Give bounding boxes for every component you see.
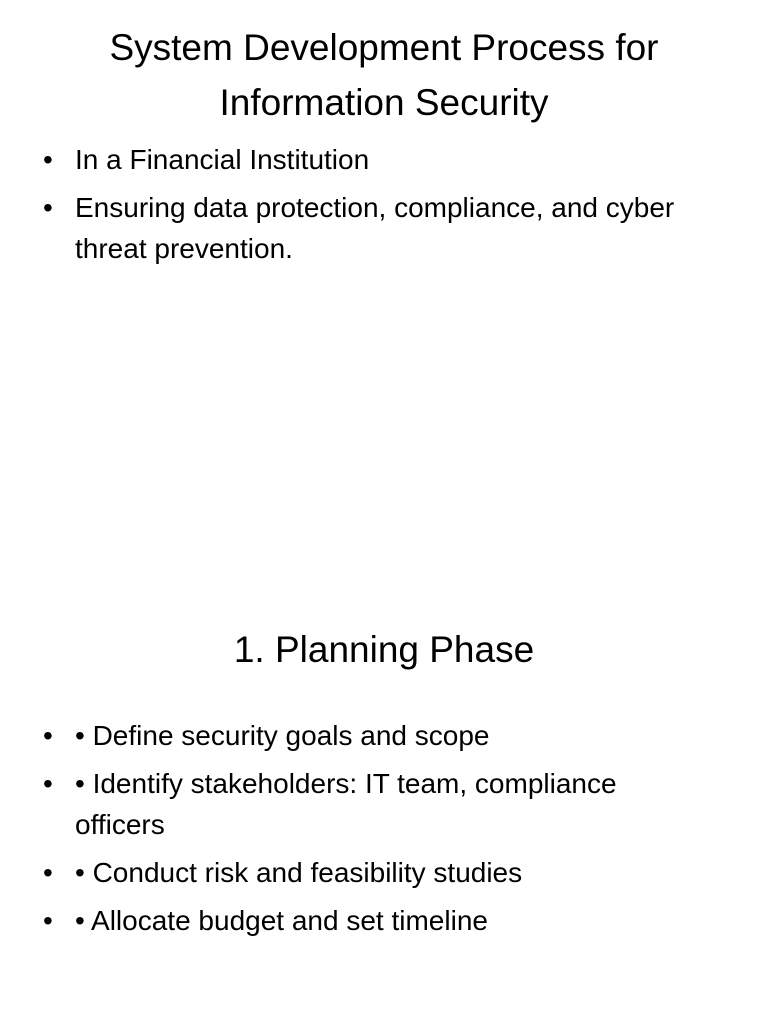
bullet-marker: • xyxy=(43,857,53,888)
list-item xyxy=(0,900,768,941)
bullet-marker: • xyxy=(43,720,53,751)
bullet-marker: • xyxy=(43,905,53,936)
bullet-text: • Define security goals and scope xyxy=(75,720,490,751)
slide-bullet-list xyxy=(0,139,768,276)
bullet-text: • Identify stakeholders: IT team, compliance officers xyxy=(75,768,617,840)
list-item xyxy=(0,763,768,845)
slide-title-heading: 1. Planning Phase xyxy=(233,629,535,670)
bullet-marker: • xyxy=(43,192,53,223)
bullet-text: • Conduct risk and feasibility studies xyxy=(75,857,523,888)
bullet-text: Ensuring data protection, compliance, and cyber threat prevention. xyxy=(75,192,675,264)
bullet-text: In a Financial Institution xyxy=(75,144,370,175)
slide-title-heading: System Development Process for Information Security xyxy=(109,27,659,123)
list-item xyxy=(0,715,768,756)
slide-bullet-list xyxy=(0,715,768,948)
list-item xyxy=(0,139,768,180)
list-item xyxy=(0,187,768,269)
slide-planning-phase xyxy=(0,512,768,1024)
list-item xyxy=(0,852,768,893)
bullet-marker: • xyxy=(43,144,53,175)
bullet-marker: • xyxy=(43,768,53,799)
bullet-text: • Allocate budget and set timeline xyxy=(75,905,488,936)
